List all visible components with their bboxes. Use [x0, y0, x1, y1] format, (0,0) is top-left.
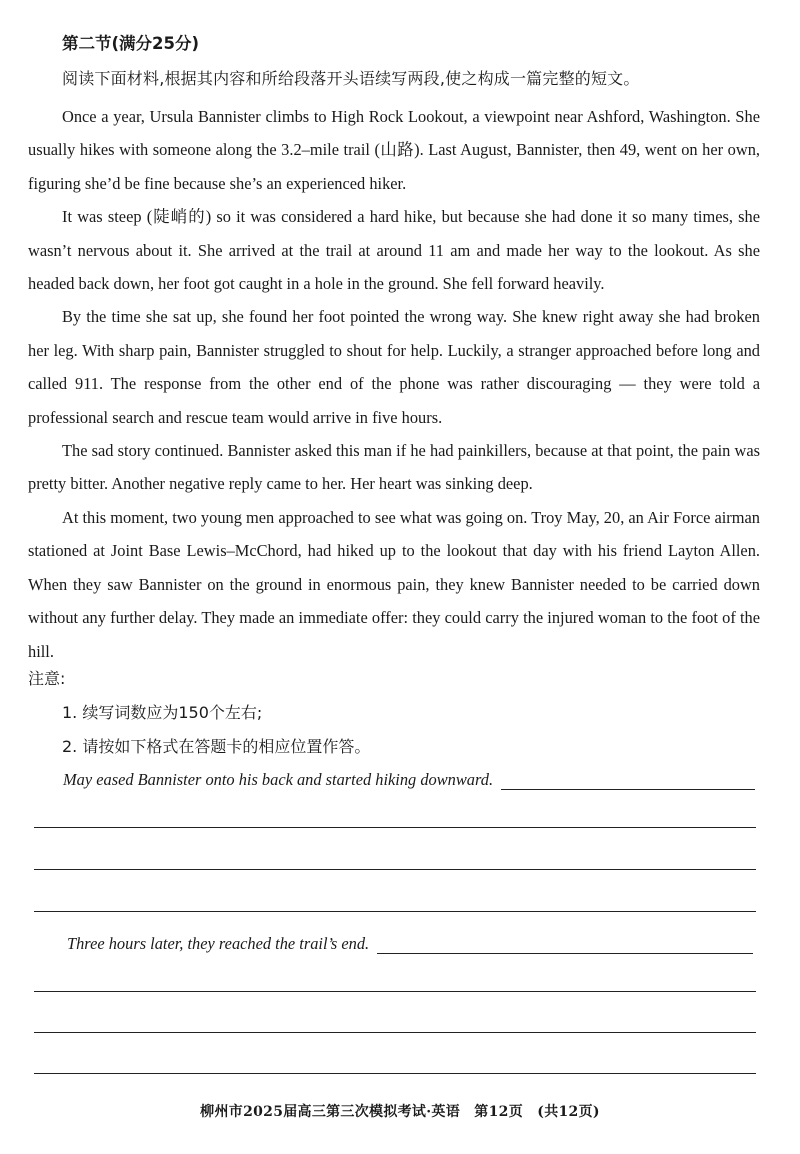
writing-line-2[interactable]: [34, 869, 756, 870]
writing-line-5[interactable]: [34, 1032, 756, 1033]
reading-passage: [28, 100, 760, 668]
notes-title: 注意:: [28, 669, 66, 688]
note-item-2: 2. 请按如下格式在答题卡的相应位置作答。: [62, 737, 371, 756]
prompt-2-blank[interactable]: [377, 935, 753, 954]
page-footer: 柳州市2025届高三第三次模拟考试·英语 第12页 (共12页): [200, 1104, 600, 1120]
passage-paragraph-2: It was steep (陡峭的) so it was considered a hard hike, but because she had done it so many times, she wasn’t nervous about it. She arrived at the trail at around 11 am and made her way to the lookout. As she headed back down, her foot got caught in a hole in the ground. She fell forward heavily.: [28, 207, 760, 294]
section-title: 第二节(满分25分): [62, 34, 200, 53]
passage-paragraph-5: At this moment, two young men approached to see what was going on. Troy May, 20, an Air Force airman stationed at Joint Base Lewis–McChord, had hiked up to the lookout that day with his friend Layton Allen. When they saw Bannister on the ground in enormous pain, they knew Bannister needed to be carried down without any further delay. They made an immediate offer: they could carry the injured woman to the foot of the hill.: [28, 507, 760, 661]
passage-paragraph-1: Once a year, Ursula Bannister climbs to High Rock Lookout, a viewpoint near Ashford, Washington. She usually hikes with someone along the 3.2–mile trail (山路). Last August, Bannister, then 49, went on her own, figuring she’d be fine because she’s an experienced hiker.: [28, 107, 760, 193]
note-item-1: 1. 续写词数应为150个左右;: [62, 703, 263, 722]
passage-paragraph-3: By the time she sat up, she found her foot pointed the wrong way. She knew right away she had broken her leg. With sharp pain, Bannister struggled to shout for help. Luckily, a stranger approached before long and called 911. The response from the other end of the phone was rather discouraging — they were told a professional search and rescue team would arrive in five hours.: [28, 307, 760, 427]
notes-block: [28, 666, 760, 768]
writing-line-4[interactable]: [34, 991, 756, 992]
prompt-1-text: May eased Bannister onto his back and started hiking downward.: [63, 770, 494, 789]
writing-line-1[interactable]: [34, 827, 756, 828]
prompt-1-blank[interactable]: [501, 771, 755, 790]
passage-paragraph-4: The sad story continued. Bannister asked this man if he had painkillers, because at that point, the pain was pretty bitter. Another negative reply came to her. Her heart was sinking deep.: [28, 441, 760, 494]
writing-line-3[interactable]: [34, 911, 756, 912]
section-instruction: 阅读下面材料,根据其内容和所给段落开头语续写两段,使之构成一篇完整的短文。: [62, 69, 640, 88]
continuation-prompt-1: [63, 770, 755, 790]
prompt-2-text: Three hours later, they reached the trail’s end.: [67, 934, 370, 953]
continuation-prompt-2: [67, 934, 753, 954]
writing-line-6[interactable]: [34, 1073, 756, 1074]
